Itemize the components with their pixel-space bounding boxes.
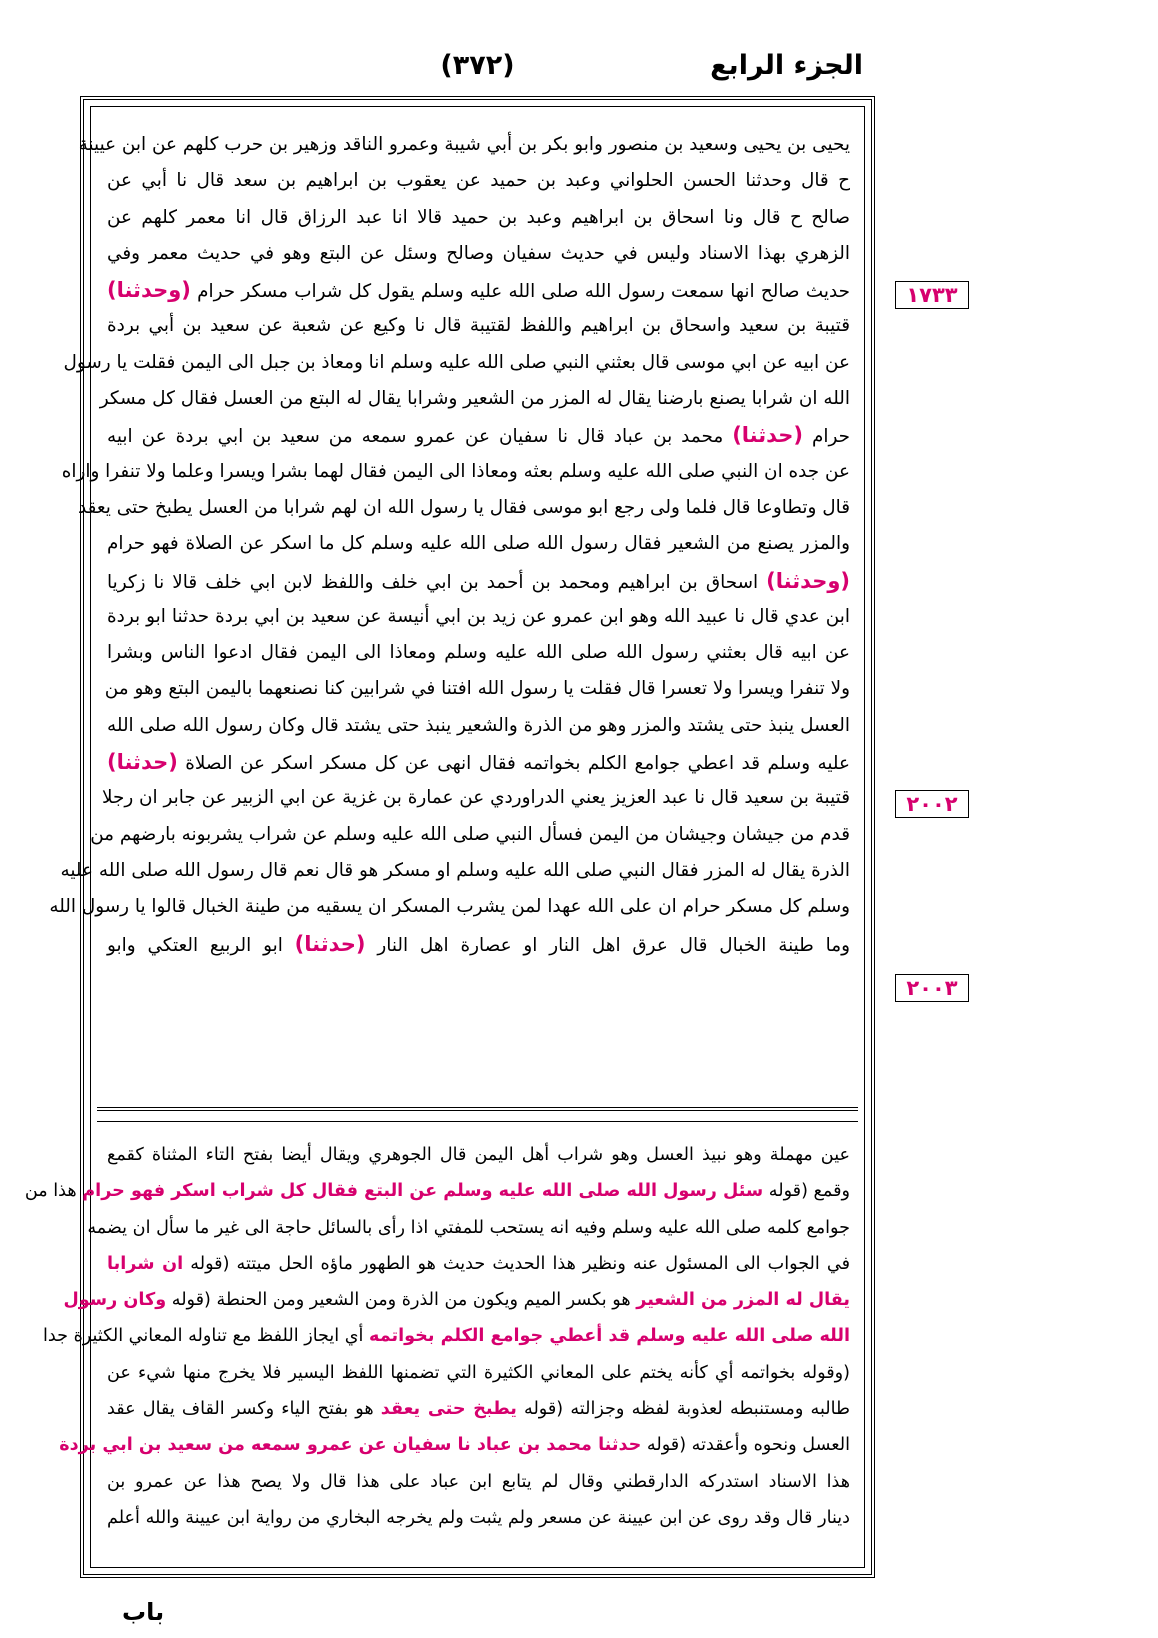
commentary-line: [107, 1500, 850, 1536]
text-segment: الله ان شرابا يصنع بارضنا يقال له المزر من الشعير وشرابا يقال له البتع من العسل فقال كل مسكر: [99, 388, 850, 410]
main-text-line: [107, 708, 850, 744]
text-segment: ابن عدي قال نا عبيد الله وهو ابن عمرو عن زيد بن ابي أنيسة عن سعيد بن ابي بردة حدثنا ابو بردة: [107, 605, 850, 627]
main-text-line: [107, 599, 850, 635]
text-segment: قدم من جيشان وجيشان من اليمن فسأل النبي صلى الله عليه وسلم عن شراب يشربونه بارضهم من: [90, 823, 850, 845]
commentary-line: [59, 1427, 850, 1463]
text-segment: الزهري بهذا الاسناد وليس في حديث سفيان وصالح وسئل عن البتع وهو في حديث معمر وفي: [107, 242, 850, 264]
quoted-lemma: الله صلى الله عليه وسلم قد أعطي جوامع الكلم بخواتمه: [369, 1326, 850, 1347]
commentary-line: [24, 1173, 850, 1209]
text-segment: والمزر يصنع من الشعير فقال رسول الله صلى الله عليه وسلم كل ما اسكر عن الصلاة فهو حرام: [107, 533, 850, 555]
main-text-line: [78, 127, 850, 163]
commentary-line: [107, 1391, 850, 1427]
text-segment: أي ايجاز اللفظ مع تناوله المعاني الكثيرة جدا: [42, 1326, 370, 1347]
page-header: [80, 48, 875, 98]
hadith-marker: (وحدثنا): [766, 568, 850, 593]
main-text-line: [90, 817, 850, 853]
text-segment: العسل ونحوه وأعقدته (قوله: [641, 1435, 850, 1456]
quoted-lemma: ان شرابا: [107, 1253, 184, 1274]
main-text-line: [49, 889, 850, 925]
hadith-marker: (حدثنا): [732, 423, 803, 448]
text-segment: عن ابيه قال بعثني رسول الله صلى الله عليه وسلم ومعاذا الى اليمن فقال ادعوا الناس وبشرا: [107, 642, 850, 664]
main-text-line: [107, 563, 850, 599]
section-divider: [97, 1107, 858, 1122]
text-segment: محمد بن عباد قال نا سفيان عن عمرو سمعه من سعيد بن ابي بردة عن ابيه: [107, 426, 733, 448]
text-segment: جوامع كلمه صلى الله عليه وسلم وفيه انه يستحب للمفتي اذا رأى بالسائل حاجة الى غير ما سأل ان يضمه: [87, 1217, 850, 1238]
text-segment: حرام: [803, 426, 850, 448]
text-segment: وما طينة الخبال قال عرق اهل النار او عصارة اهل النار: [365, 934, 850, 956]
catchword: باب: [122, 1598, 165, 1626]
quoted-lemma: حدثنا محمد بن عباد نا سفيان عن عمرو سمعه من سعيد بن ابي بردة: [59, 1435, 642, 1456]
hadith-number: ٢٠٠٣: [895, 974, 969, 1002]
main-text-line: [107, 308, 850, 344]
page-frame: [24, 96, 875, 1578]
page-number: (٣٧٢): [440, 50, 515, 81]
quoted-lemma: يطبخ حتى يعقد: [380, 1399, 517, 1420]
main-text-line: [77, 490, 850, 526]
hadith-number: ٢٠٠٢: [895, 790, 969, 818]
text-segment: ح قال وحدثنا الحسن الحلواني وعبد بن حميد عن يعقوب بن ابراهيم بن سعد قال نا أبي عن: [107, 170, 850, 192]
main-text: [49, 127, 850, 1071]
text-segment: يحيى بن يحيى وسعيد بن منصور وابو بكر بن أبي شيبة وعمرو الناقد وزهير بن حرب كلهم عن ابن عيينة: [78, 134, 850, 155]
main-text-line: [107, 744, 850, 780]
commentary-line: [87, 1210, 850, 1246]
text-segment: قال وتطاوعا قال فلما ولى رجع ابو موسى فقال يا رسول الله ان لهم شرابا من العسل يطبخ حتى يعقد: [77, 496, 850, 518]
main-text-line: [107, 926, 850, 962]
main-text-line: [107, 526, 850, 562]
text-segment: (وقوله بخواتمه أي كأنه يختم على المعاني الكثيرة التي تضمنها اللفظ اليسير فلا يخرج منها شيء عن: [107, 1362, 850, 1383]
main-text-line: [107, 635, 850, 671]
part-title: الجزء الرابع: [710, 50, 863, 81]
main-text-line: [107, 163, 850, 199]
main-text-line: [99, 381, 850, 417]
commentary-line: [107, 1246, 850, 1282]
hadith-marker: (وحدثنا): [107, 278, 191, 303]
hadith-number: ١٧٣٣: [895, 281, 969, 309]
commentary-line: [107, 1355, 850, 1391]
main-text-line: [101, 780, 850, 816]
text-segment: هذا الاسناد استدركه الدارقطني وقال لم يتابع ابن عباد على هذا قال ولا يصح هذا عن عمرو بن: [107, 1471, 850, 1492]
commentary-line: [42, 1318, 850, 1354]
hadith-marker: (حدثنا): [294, 931, 366, 956]
text-segment: وسلم كل مسكر حرام ان على الله عهدا لمن يشرب المسكر ان يسقيه من طينة الخبال قالوا يا رسول الله: [49, 896, 850, 918]
text-segment: قتيبة بن سعيد واسحاق بن ابراهيم واللفظ لقتيبة قال نا وكيع عن شعبة عن سعيد بن أبي بردة: [107, 315, 850, 337]
text-segment: عين مهملة وهو نبيذ العسل وهو شراب أهل اليمن قال الجوهري ويقال أيضا بفتح التاء المثناة كقمع: [107, 1145, 850, 1165]
quoted-lemma: وكان رسول: [63, 1290, 167, 1311]
text-segment: صالح ح قال ونا اسحاق بن ابراهيم وعبد بن حميد قالا انا عبد الرزاق قال انا معمر كلهم عن: [107, 206, 850, 228]
text-segment: ولا تنفرا ويسرا ولا تعسرا قال فقلت يا رسول الله افتنا في شرابين كنا نصنعهما باليمن البتع وهو من: [104, 678, 850, 700]
hadith-marker: (حدثنا): [107, 750, 178, 775]
main-text-line: [63, 345, 850, 381]
text-segment: في الجواب الى المسئول عنه ونظير هذا الحديث حديث هو الطهور ماؤه الحل ميتته (قوله: [183, 1253, 850, 1274]
main-text-line: [60, 853, 850, 889]
main-text-line: [107, 200, 850, 236]
main-text-line: [107, 236, 850, 272]
text-segment: طالبه ومستنبطه لعذوبة لفظه وجزالته (قوله: [516, 1399, 850, 1420]
text-segment: وقمع (قوله: [763, 1181, 850, 1202]
text-segment: حديث صالح انها سمعت رسول الله صلى الله عليه وسلم يقول كل شراب مسكر حرام: [190, 281, 850, 303]
text-segment: العسل ينبذ حتى يشتد والمزر وهو من الذرة والشعير ينبذ حتى يشتد قال وكان رسول الله صلى الله: [107, 714, 850, 736]
text-segment: ابو الربيع العتكي وابو: [107, 934, 295, 956]
commentary-line: [107, 1464, 850, 1500]
text-segment: هو بفتح الياء وكسر القاف يقال عقد: [107, 1399, 381, 1420]
main-text-line: [107, 417, 850, 453]
text-segment: قتيبة بن سعيد قال نا عبد العزيز يعني الدراوردي عن عمارة بن غزية عن ابي الزبير عن جابر ان رجلا: [101, 787, 850, 809]
text-segment: اسحاق بن ابراهيم ومحمد بن أحمد بن ابي خلف واللفظ لابن ابي خلف قالا نا زكريا: [107, 571, 767, 593]
quoted-lemma: يقال له المزر من الشعير: [636, 1290, 850, 1311]
text-segment: عليه وسلم قد اعطي جوامع الكلم بخواتمه فقال انهى عن كل مسكر اسكر عن الصلاة: [177, 753, 850, 775]
text-segment: هذا من: [24, 1181, 83, 1202]
commentary-line: [107, 1137, 850, 1173]
text-segment: عن ابيه عن ابي موسى قال بعثني النبي صلى الله عليه وسلم انا ومعاذ بن جبل الى اليمن فقلت يا رسول: [63, 351, 850, 373]
quoted-lemma: سئل رسول الله صلى الله عليه وسلم عن البتع فقال كل شراب اسكر فهو حرام: [82, 1181, 764, 1202]
text-segment: الذرة يقال له المزر فقال النبي صلى الله عليه وسلم او مسكر هو قال نعم قال رسول الله صلى الله عليه: [60, 859, 850, 881]
text-segment: هو بكسر الميم ويكون من الذرة ومن الشعير ومن الحنطة (قوله: [166, 1290, 637, 1311]
text-segment: عن جده ان النبي صلى الله عليه وسلم بعثه ومعاذا الى اليمن فقال لهما بشرا ويسرا وعلما ولا تنفرا واراه: [61, 460, 850, 482]
text-segment: دينار قال وقد روى عن ابن عيينة عن مسعر ولم يثبت ولم يخرجه البخاري من رواية ابن عيينة والله أعلم: [107, 1507, 850, 1528]
main-text-line: [61, 454, 850, 490]
commentary-line: [63, 1282, 850, 1318]
page-frame-inner: [24, 106, 865, 1568]
main-text-line: [107, 272, 850, 308]
commentary-text: [24, 1137, 850, 1577]
main-text-line: [104, 671, 850, 707]
